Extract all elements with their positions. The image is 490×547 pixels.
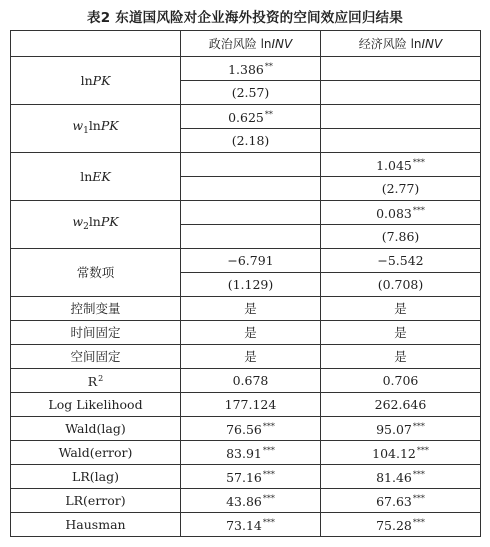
table-row [11,201,481,225]
table-title: 表2 东道国风险对企业海外投资的空间效应回归结果 [87,10,403,26]
significance-stars: *** [262,494,275,503]
row-label: LR(error) [11,489,181,513]
table-row [11,393,481,417]
var-label-constant: 常数项 [11,249,181,297]
empty-cell [181,153,321,177]
table-row [11,441,481,465]
table-row [11,105,481,129]
value-cell: 43.86*** [181,489,321,513]
table-row [11,345,481,369]
coef-cell: −6.791 [181,249,321,273]
value-cell: 81.46*** [321,465,481,489]
significance-stars: *** [262,470,275,479]
empty-cell [321,129,481,153]
header-economic-risk: 经济风险 lnINV [321,31,481,57]
coef-cell: 1.386** [181,57,321,81]
significance-stars: *** [412,470,425,479]
significance-stars: *** [412,158,425,167]
tstat-cell: (7.86) [321,225,481,249]
value-cell: 95.07*** [321,417,481,441]
significance-stars: *** [262,518,275,527]
value-cell: 是 [181,345,321,369]
coef-cell: 0.083*** [321,201,481,225]
row-label: LR(lag) [11,465,181,489]
value-cell: 是 [321,321,481,345]
significance-stars: *** [416,446,429,455]
value-cell: 262.646 [321,393,481,417]
value-cell: 是 [321,297,481,321]
significance-stars: *** [262,422,275,431]
tstat-cell: (2.57) [181,81,321,105]
coef-cell: −5.542 [321,249,481,273]
table-row [11,417,481,441]
row-label: Wald(lag) [11,417,181,441]
value-cell: 177.124 [181,393,321,417]
tstat-cell: (0.708) [321,273,481,297]
var-label-lnEK: lnEK [11,153,181,201]
header-blank [11,31,181,57]
table-row [11,249,481,273]
significance-stars: *** [412,494,425,503]
row-label: Wald(error) [11,441,181,465]
value-cell: 是 [181,297,321,321]
row-label: Hausman [11,513,181,537]
value-cell: 0.678 [181,369,321,393]
var-label-w1lnPK: $w_1lnPK$ [11,105,181,153]
empty-cell [181,225,321,249]
significance-stars: ** [264,62,273,71]
table-row [11,297,481,321]
table-row [11,489,481,513]
table-row [11,321,481,345]
value-cell: 73.14*** [181,513,321,537]
table-row [11,369,481,393]
table-row [11,57,481,81]
table-row [11,465,481,489]
coef-cell: 0.625** [181,105,321,129]
empty-cell [181,201,321,225]
header-row [11,31,481,57]
tstat-cell: (2.18) [181,129,321,153]
value-cell: 75.28*** [321,513,481,537]
value-cell: 是 [181,321,321,345]
empty-cell [321,81,481,105]
empty-cell [321,105,481,129]
empty-cell [181,177,321,201]
row-label: 控制变量 [11,297,181,321]
significance-stars: *** [412,422,425,431]
table-row [11,153,481,177]
value-cell: 0.706 [321,369,481,393]
value-cell: 是 [321,345,481,369]
tstat-cell: (1.129) [181,273,321,297]
significance-stars: *** [262,446,275,455]
significance-stars: *** [412,518,425,527]
row-label: Log Likelihood [11,393,181,417]
empty-cell [321,57,481,81]
row-label: 时间固定 [11,321,181,345]
value-cell: 76.56*** [181,417,321,441]
tstat-cell: (2.77) [321,177,481,201]
value-cell: 83.91*** [181,441,321,465]
var-label-w2lnPK: $w_2lnPK$ [11,201,181,249]
value-cell: 67.63*** [321,489,481,513]
row-label-r2: $R^2$ [11,369,181,393]
row-label: 空间固定 [11,345,181,369]
significance-stars: ** [264,110,273,119]
value-cell: 57.16*** [181,465,321,489]
coef-cell: 1.045*** [321,153,481,177]
var-label-lnPK: lnPK [11,57,181,105]
header-political-risk: 政治风险 lnINV [181,31,321,57]
value-cell: 104.12*** [321,441,481,465]
table-row [11,513,481,537]
regression-table [10,30,481,537]
significance-stars: *** [412,206,425,215]
